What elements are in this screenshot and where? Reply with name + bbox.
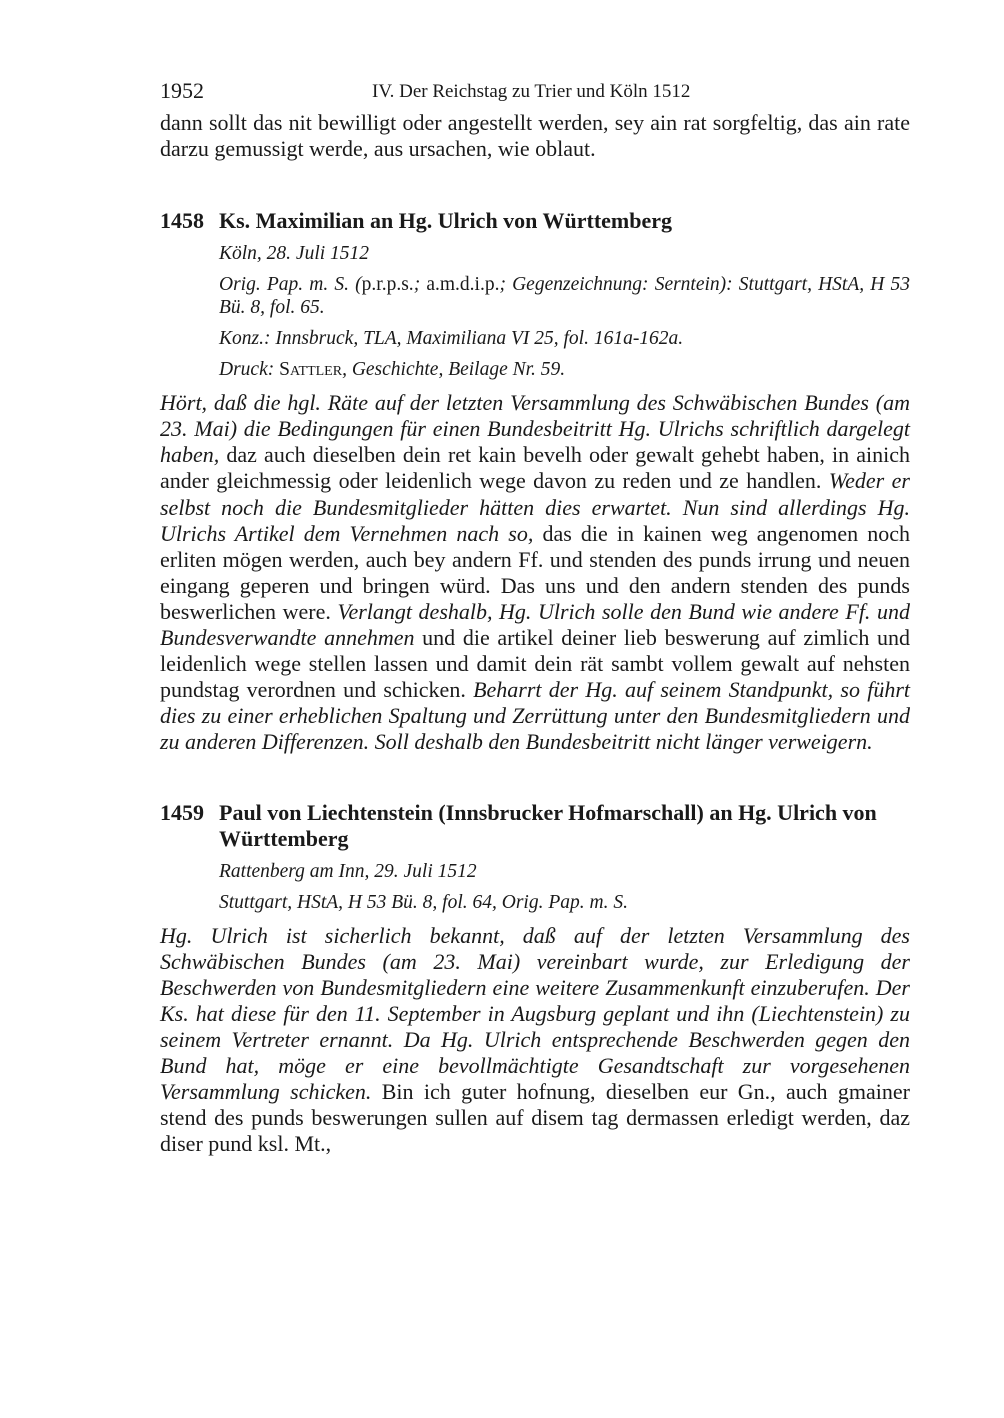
- entry-number: 1458: [160, 208, 204, 234]
- quoted-text-run: und die artikel deiner lieb beswerung auf zimlich und leidenlich wege stellen lassen und damit dein rät sambt vollem gewalt auf nehsten pundstag verordnen und schicken.: [160, 625, 910, 703]
- print-citation: [219, 358, 910, 381]
- entry-heading: [160, 208, 910, 234]
- source-orig-prefix: Orig. Pap. m. S. (: [219, 274, 362, 296]
- entry-body: [160, 390, 910, 755]
- place-date: Köln, 28. Juli 1512: [219, 243, 370, 265]
- intro-paragraph: dann sollt das nit bewilligt oder angestellt werden, sey ain rat sorgfeltig, das ain rate darzu gemussigt werde, aus ursachen, wie oblaut.: [160, 110, 910, 162]
- entry-number: 1459: [160, 799, 204, 825]
- place-date: Rattenberg am Inn, 29. Juli 1512: [219, 860, 477, 882]
- summary-text-run: Weder er selbst noch die Bundesmitglieder hätten dies erwartet. Nun sind allerdings Hg. Ulrichs Artikel dem Vernehmen nach so,: [160, 468, 910, 546]
- summary-text-run: Verlangt deshalb, Hg. Ulrich solle den Bund wie andere Ff. und Bundesverwandte annehmen: [160, 598, 910, 651]
- entry-heading: [160, 800, 910, 852]
- summary-text-run: Beharrt der Hg. auf seinem Standpunkt, so führt dies zu einer erheblichen Spaltung und Zerrüttung unter den Bundesmitgliedern und zu anderen Differenzen. Soll deshalb den Bundesbeitritt nicht länger verweigern.: [160, 677, 910, 755]
- entry-title: Ks. Maximilian an Hg. Ulrich von Württemberg: [219, 208, 673, 234]
- running-header: [160, 76, 910, 110]
- print-label: Druck:: [219, 359, 280, 381]
- concept-citation: Konz.: Innsbruck, TLA, Maximiliana VI 25, fol. 161a-162a.: [219, 328, 684, 350]
- print-author: Sattler: [279, 359, 343, 381]
- summary-text-run: Hört, daß die hgl. Räte auf der letzten Versammlung des Schwäbischen Bundes (am 23. Mai) die Bedingungen für einen Bundesbeitritt Hg. Ulrichs schriftlich dargelegt haben,: [160, 390, 910, 468]
- source-mark: p.r.p.s.: [361, 274, 414, 296]
- document-entry-1458: [160, 208, 910, 755]
- page-number: 1952: [160, 78, 204, 103]
- source-separator: ;: [413, 274, 427, 296]
- quoted-text-run: Bin ich guter hofnung, dieselben eur Gn., auch gmainer stend des punds beswerungen sullen auf disem tag dermassen erledigt werden, daz diser pund ksl. Mt.,: [160, 1079, 910, 1157]
- source-citation: Stuttgart, HStA, H 53 Bü. 8, fol. 64, Orig. Pap. m. S.: [219, 891, 628, 913]
- source-orig-suffix: ; Gegenzeichnung: Serntein): Stuttgart, HStA, H 53 Bü. 8, fol. 65.: [219, 274, 911, 319]
- document-entry-1459: [160, 800, 910, 1158]
- print-rest: , Geschichte, Beilage Nr. 59.: [342, 359, 566, 381]
- entry-title: Paul von Liechtenstein (Innsbrucker Hofmarschall) an Hg. Ulrich von Württemberg: [219, 799, 877, 851]
- quoted-text-run: daz auch dieselben dein ret kain bevelh oder gewalt gehebt haben, in ainich ander gleichmessig oder leidenlich wege davon zu reden und ze handlen.: [160, 442, 910, 494]
- entry-body: [160, 923, 910, 1158]
- quoted-text-run: das die in kainen weg angenomen noch erliten mögen werden, auch bey andern Ff. und stenden des punds irrung und neuen eingang geperen und bringen würd. Das uns und den andern stenden des punds beswerlichen were.: [160, 520, 910, 624]
- source-citation: [219, 273, 910, 319]
- running-title: IV. Der Reichstag zu Trier und Köln 1512: [372, 81, 691, 102]
- source-mark: a.m.d.i.p.: [426, 274, 500, 296]
- document-page: [160, 76, 910, 1157]
- summary-text-run: Hg. Ulrich ist sicherlich bekannt, daß auf der letzten Versammlung des Schwäbischen Bundes (am 23. Mai) vereinbart wurde, zur Erledigung der Beschwerden von Bundesmitgliedern eine weitere Zusammenkunft einzuberufen. Der Ks. hat diese für den 11. September in Augsburg geplant und ihn (Liechtenstein) zu seinem Vertreter ernannt. Da Hg. Ulrich entsprechende Beschwerden gegen den Bund hat, möge er eine bevollmächtigte Gesandtschaft zur vorgesehenen Versammlung schicken.: [160, 922, 910, 1105]
